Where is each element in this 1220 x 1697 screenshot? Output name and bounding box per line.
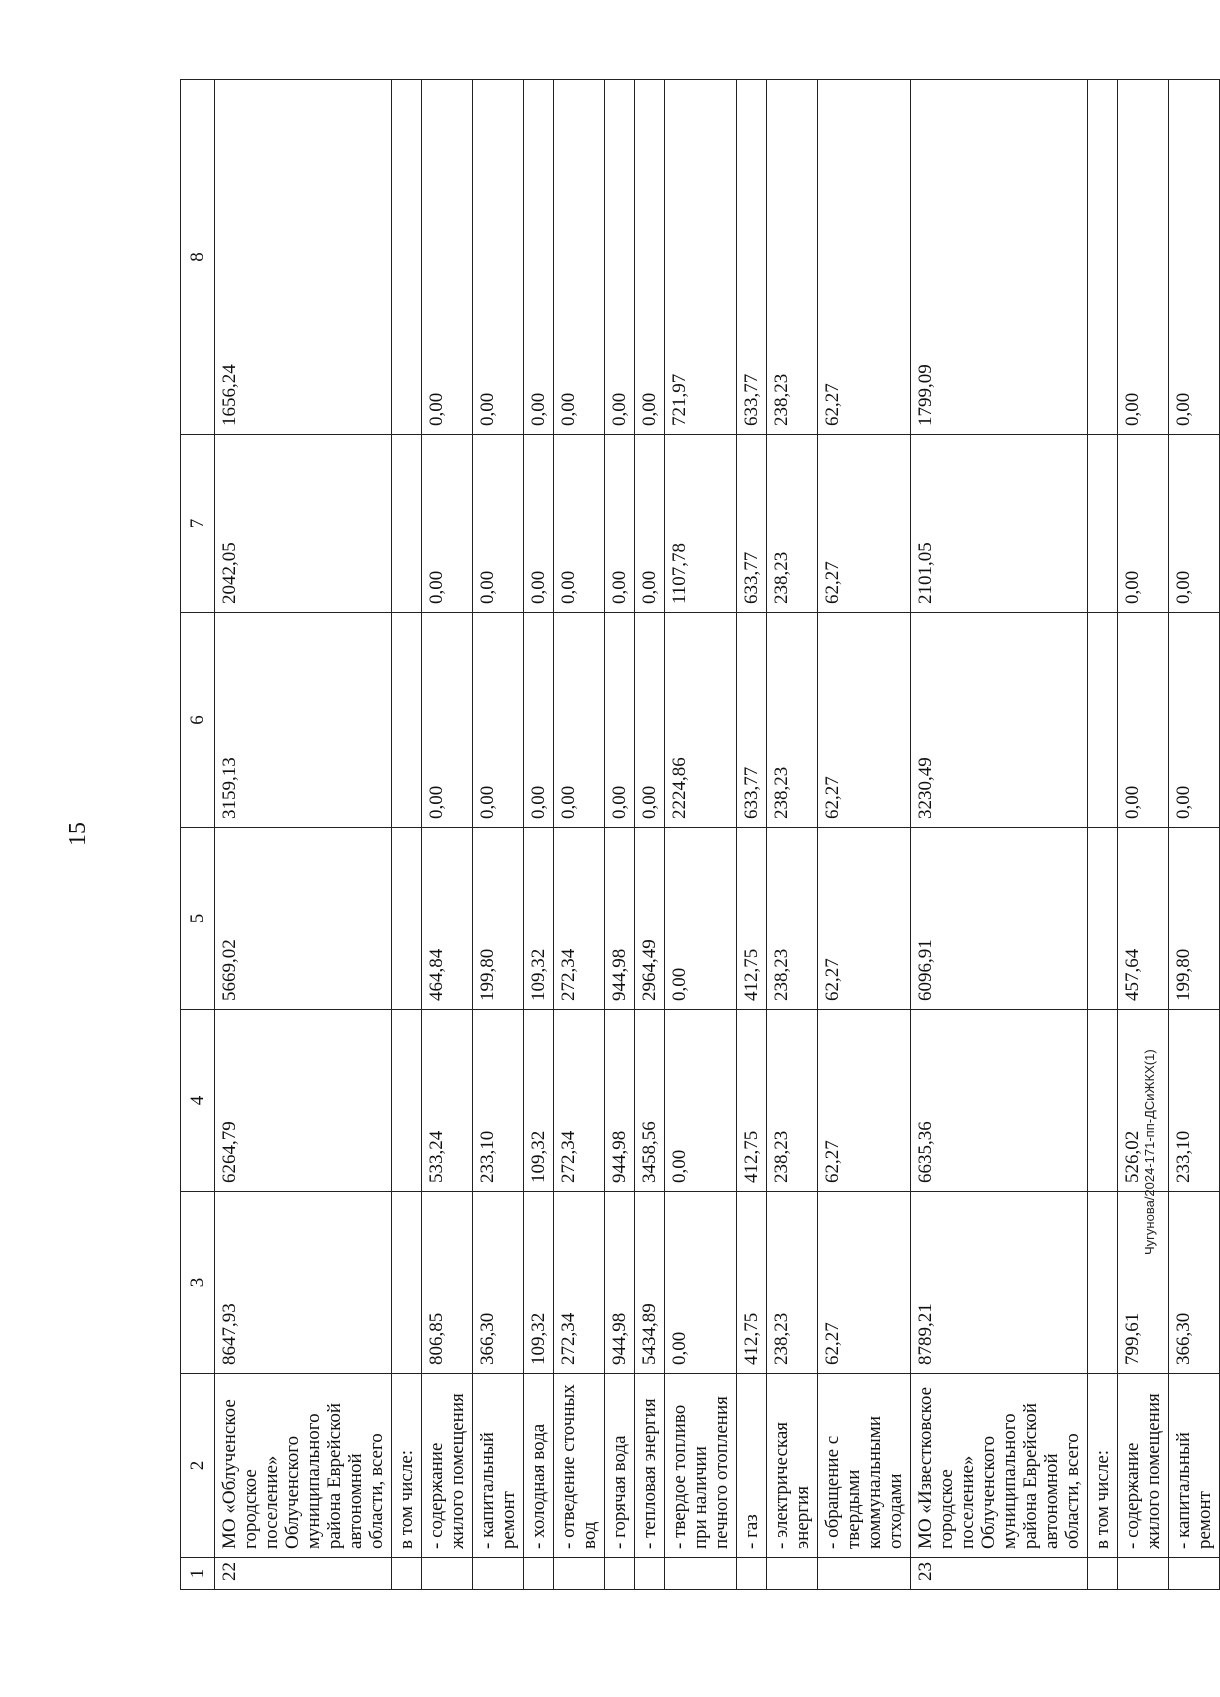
value-cell: 806,85 (422, 1192, 473, 1374)
value-cell: 464,84 (422, 828, 473, 1010)
value-cell: 109,32 (524, 1192, 554, 1374)
value-cell (392, 613, 422, 828)
table-row (422, 80, 473, 1590)
value-cell: 5669,02 (215, 828, 392, 1010)
value-cell (392, 1192, 422, 1374)
column-number: 7 (181, 435, 215, 613)
value-cell: 1656,24 (215, 80, 392, 435)
value-cell: 233,10 (1169, 1010, 1220, 1192)
value-cell: 1107,78 (665, 435, 737, 613)
value-cell (1088, 80, 1118, 435)
row-label: - газ (737, 1374, 767, 1558)
value-cell: 0,00 (1169, 80, 1220, 435)
value-cell: 0,00 (635, 80, 665, 435)
table-row (911, 80, 1088, 1590)
value-cell: 0,00 (524, 613, 554, 828)
value-cell: 109,32 (524, 1010, 554, 1192)
row-label: - обращение с твердыми коммунальными отходами (818, 1374, 911, 1558)
value-cell: 0,00 (473, 435, 524, 613)
row-label: - холодная вода (524, 1374, 554, 1558)
table-row (635, 80, 665, 1590)
column-number-row (181, 80, 215, 1590)
value-cell: 721,97 (665, 80, 737, 435)
row-label: - электрическая энергия (767, 1374, 818, 1558)
value-cell: 238,23 (767, 80, 818, 435)
table-body (181, 80, 1220, 1590)
value-cell: 3159,13 (215, 613, 392, 828)
value-cell: 238,23 (767, 613, 818, 828)
value-cell: 0,00 (665, 1192, 737, 1374)
value-cell: 0,00 (524, 435, 554, 613)
value-cell (1088, 435, 1118, 613)
column-number: 8 (181, 80, 215, 435)
value-cell: 62,27 (818, 80, 911, 435)
value-cell: 8647,93 (215, 1192, 392, 1374)
value-cell (1088, 1010, 1118, 1192)
value-cell: 272,34 (554, 1192, 605, 1374)
value-cell: 457,64 (1118, 828, 1169, 1010)
row-label: МО «Известковское городское поселение» Облученского муниципального района Еврейской автономной области, всего (911, 1374, 1088, 1558)
value-cell: 944,98 (605, 1192, 635, 1374)
row-label: - горячая вода (605, 1374, 635, 1558)
value-cell: 633,77 (737, 435, 767, 613)
value-cell: 199,80 (473, 828, 524, 1010)
value-cell: 633,77 (737, 80, 767, 435)
table-row (1118, 80, 1169, 1590)
row-number (737, 1558, 767, 1590)
value-cell: 633,77 (737, 613, 767, 828)
row-number (1088, 1558, 1118, 1590)
value-cell: 199,80 (1169, 828, 1220, 1010)
value-cell: 526,02 (1118, 1010, 1169, 1192)
row-label: МО «Облученское городское поселение» Облученского муниципального района Еврейской автономной области, всего (215, 1374, 392, 1558)
value-cell: 6264,79 (215, 1010, 392, 1192)
table-row (665, 80, 737, 1590)
value-cell (1088, 613, 1118, 828)
column-number: 6 (181, 613, 215, 828)
value-cell: 2964,49 (635, 828, 665, 1010)
column-number: 4 (181, 1010, 215, 1192)
table-row (1088, 80, 1118, 1590)
value-cell: 0,00 (473, 80, 524, 435)
row-label: в том числе: (1088, 1374, 1118, 1558)
value-cell: 2042,05 (215, 435, 392, 613)
value-cell: 0,00 (524, 80, 554, 435)
row-number (605, 1558, 635, 1590)
row-label: - капитальный ремонт (473, 1374, 524, 1558)
value-cell: 0,00 (473, 613, 524, 828)
value-cell: 533,24 (422, 1010, 473, 1192)
row-label: в том числе: (392, 1374, 422, 1558)
row-label: - отведение сточных вод (554, 1374, 605, 1558)
table-row (737, 80, 767, 1590)
table-row (473, 80, 524, 1590)
value-cell: 0,00 (665, 1010, 737, 1192)
value-cell: 62,27 (818, 435, 911, 613)
value-cell: 3458,56 (635, 1010, 665, 1192)
page-number: 15 (65, 822, 91, 846)
value-cell: 0,00 (665, 828, 737, 1010)
row-label: - содержание жилого помещения (1118, 1374, 1169, 1558)
value-cell: 0,00 (605, 80, 635, 435)
tariff-table (180, 79, 1220, 1590)
row-number (554, 1558, 605, 1590)
value-cell: 412,75 (737, 1010, 767, 1192)
row-number (473, 1558, 524, 1590)
row-label: - твердое топливо при наличии печного отопления (665, 1374, 737, 1558)
value-cell (1088, 1192, 1118, 1374)
value-cell: 944,98 (605, 828, 635, 1010)
table-row (392, 80, 422, 1590)
value-cell (392, 828, 422, 1010)
value-cell: 272,34 (554, 1010, 605, 1192)
value-cell: 0,00 (605, 435, 635, 613)
row-label: - содержание жилого помещения (422, 1374, 473, 1558)
value-cell: 0,00 (554, 435, 605, 613)
value-cell: 62,27 (818, 613, 911, 828)
value-cell: 62,27 (818, 1010, 911, 1192)
table-row (554, 80, 605, 1590)
table-row (524, 80, 554, 1590)
row-number (392, 1558, 422, 1590)
row-number (422, 1558, 473, 1590)
row-number (665, 1558, 737, 1590)
value-cell: 0,00 (635, 613, 665, 828)
value-cell: 62,27 (818, 828, 911, 1010)
row-label: - капитальный ремонт (1169, 1374, 1220, 1558)
row-number (767, 1558, 818, 1590)
value-cell: 2224,86 (665, 613, 737, 828)
table-row (605, 80, 635, 1590)
value-cell: 0,00 (1169, 613, 1220, 828)
value-cell: 238,23 (767, 1010, 818, 1192)
value-cell: 1799,09 (911, 80, 1088, 435)
value-cell: 0,00 (635, 435, 665, 613)
value-cell: 238,23 (767, 1192, 818, 1374)
value-cell: 0,00 (422, 435, 473, 613)
value-cell: 6635,36 (911, 1010, 1088, 1192)
row-number: 23 (911, 1558, 1088, 1590)
value-cell: 109,32 (524, 828, 554, 1010)
value-cell: 0,00 (1118, 613, 1169, 828)
table-row (1169, 80, 1220, 1590)
table-row (818, 80, 911, 1590)
table-row (215, 80, 392, 1590)
value-cell: 0,00 (422, 80, 473, 435)
value-cell: 238,23 (767, 435, 818, 613)
value-cell: 799,61 (1118, 1192, 1169, 1374)
row-number (524, 1558, 554, 1590)
value-cell: 3230,49 (911, 613, 1088, 828)
row-number: 22 (215, 1558, 392, 1590)
row-number (818, 1558, 911, 1590)
value-cell: 366,30 (473, 1192, 524, 1374)
value-cell: 2101,05 (911, 435, 1088, 613)
column-number: 2 (181, 1374, 215, 1558)
value-cell (392, 80, 422, 435)
footer-reference: Чугунова/2024-171-пп-ДСиЖКХ(1) (1142, 1049, 1157, 1255)
table-row (767, 80, 818, 1590)
row-number (1169, 1558, 1220, 1590)
value-cell: 944,98 (605, 1010, 635, 1192)
value-cell: 272,34 (554, 828, 605, 1010)
value-cell: 238,23 (767, 828, 818, 1010)
row-number (1118, 1558, 1169, 1590)
value-cell: 366,30 (1169, 1192, 1220, 1374)
value-cell: 0,00 (1118, 80, 1169, 435)
value-cell: 233,10 (473, 1010, 524, 1192)
value-cell: 8789,21 (911, 1192, 1088, 1374)
value-cell (392, 435, 422, 613)
value-cell: 0,00 (605, 613, 635, 828)
value-cell: 412,75 (737, 828, 767, 1010)
value-cell (392, 1010, 422, 1192)
value-cell: 0,00 (422, 613, 473, 828)
row-label: - тепловая энергия (635, 1374, 665, 1558)
value-cell: 62,27 (818, 1192, 911, 1374)
value-cell: 0,00 (1118, 435, 1169, 613)
value-cell: 6096,91 (911, 828, 1088, 1010)
value-cell: 412,75 (737, 1192, 767, 1374)
value-cell: 0,00 (554, 80, 605, 435)
value-cell (1088, 828, 1118, 1010)
value-cell: 5434,89 (635, 1192, 665, 1374)
column-number: 3 (181, 1192, 215, 1374)
column-number: 1 (181, 1558, 215, 1590)
row-number (635, 1558, 665, 1590)
value-cell: 0,00 (1169, 435, 1220, 613)
value-cell: 0,00 (554, 613, 605, 828)
column-number: 5 (181, 828, 215, 1010)
